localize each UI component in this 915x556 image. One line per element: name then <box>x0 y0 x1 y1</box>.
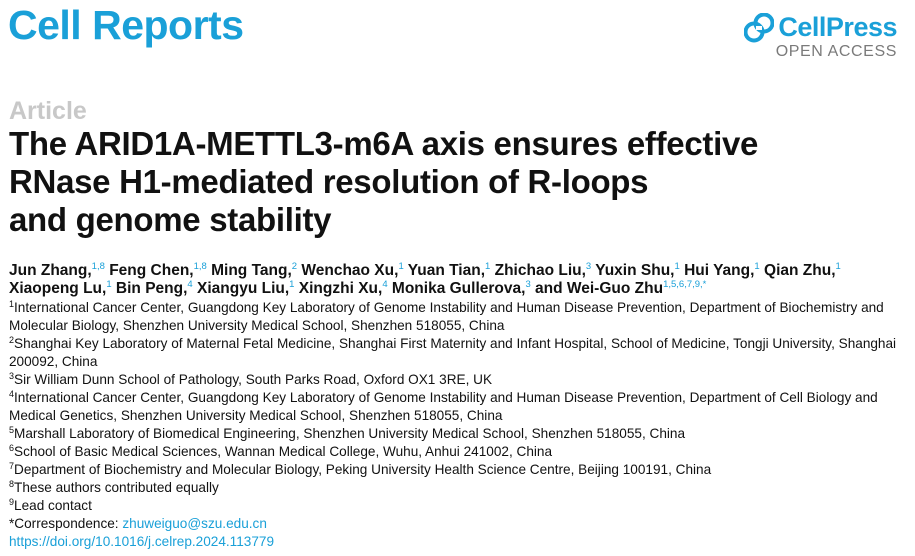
affiliation-text: Sir William Dunn School of Pathology, South Parks Road, Oxford OX1 3RE, UK <box>14 372 493 387</box>
affiliation-text: Lead contact <box>14 498 92 513</box>
affiliation-item <box>9 479 909 497</box>
title-line: The ARID1A-METTL3-m6A axis ensures effective <box>9 125 759 162</box>
author-name[interactable]: Xiaopeng Lu, <box>9 280 107 297</box>
title-line: RNase H1-mediated resolution of R-loops <box>9 163 649 200</box>
author-name[interactable]: Monika Gullerova, <box>391 280 526 297</box>
affiliation-text: School of Basic Medical Sciences, Wannan Medical College, Wuhu, Anhui 241002, China <box>14 444 553 459</box>
author-affil-sup: 3 <box>525 279 531 290</box>
author-name[interactable]: Ming Tang, <box>211 262 292 279</box>
article-title <box>9 125 849 239</box>
author-name[interactable]: Yuxin Shu, <box>595 262 675 279</box>
affiliation-text: Department of Biochemistry and Molecular Biology, Peking University Health Science Centre, Beijing 100191, China <box>14 462 712 477</box>
author-affil-sup: 1,5,6,7,9,* <box>663 279 707 290</box>
author-name[interactable]: Jun Zhang, <box>9 262 92 279</box>
author-affil-sup: 4 <box>187 279 193 290</box>
author-name[interactable]: Xingzhi Xu, <box>298 280 383 297</box>
author-affil-sup: 3 <box>585 261 592 272</box>
author-affil-sup: 1,8 <box>91 261 105 272</box>
author-name[interactable]: Zhichao Liu, <box>494 262 586 279</box>
author-name[interactable]: and Wei-Guo Zhu <box>535 280 664 297</box>
affiliation-item <box>9 461 909 479</box>
cellpress-logo-icon <box>744 13 774 43</box>
affiliation-sup: 2 <box>9 335 15 345</box>
correspondence-label: *Correspondence: <box>9 516 119 531</box>
author-affil-sup: 1,8 <box>193 261 207 272</box>
title-line: and genome stability <box>9 201 332 238</box>
affiliation-item <box>9 425 909 443</box>
affiliation-sup: 1 <box>9 299 15 309</box>
affiliation-sup: 3 <box>9 371 15 381</box>
author-name[interactable]: Qian Zhu, <box>764 262 836 279</box>
author-name[interactable]: Hui Yang, <box>684 262 755 279</box>
correspondence-email-link[interactable]: zhuweiguo@szu.edu.cn <box>122 516 267 531</box>
affiliation-text: Shanghai Key Laboratory of Maternal Fetal Medicine, Shanghai First Maternity and Infant Hospital, School of Medicine, Tongji University, Shanghai 200092, China <box>9 336 897 369</box>
correspondence <box>9 515 909 533</box>
author-name[interactable]: Feng Chen, <box>109 262 194 279</box>
author-name[interactable]: Yuan Tian, <box>407 262 486 279</box>
author-affil-sup: 1 <box>289 279 295 290</box>
affiliation-item <box>9 371 909 389</box>
affiliation-text: International Cancer Center, Guangdong Key Laboratory of Genome Instability and Human Disease Prevention, Department of Biochemistry and Molecular Biology, Shenzhen University Medical School, Shenzhen 518055, China <box>9 300 884 333</box>
journal-name: Cell Reports <box>8 2 244 48</box>
author-affil-sup: 1 <box>106 279 112 290</box>
author-affil-sup: 1 <box>674 261 680 272</box>
doi-link[interactable]: https://doi.org/10.1016/j.celrep.2024.113779 <box>9 534 275 549</box>
affiliation-sup: 4 <box>9 389 15 399</box>
author-name[interactable]: Wenchao Xu, <box>301 262 399 279</box>
affiliation-item <box>9 335 909 371</box>
author-affil-sup: 1 <box>754 261 760 272</box>
affiliation-sup: 9 <box>9 497 15 507</box>
affiliation-item <box>9 299 909 335</box>
author-name[interactable]: Bin Peng, <box>115 280 188 297</box>
author-list <box>9 262 909 298</box>
article-type: Article <box>9 97 87 125</box>
affiliation-sup: 5 <box>9 425 15 435</box>
author-affil-sup: 4 <box>382 279 388 290</box>
affiliations <box>9 299 909 551</box>
author-name[interactable]: Xiangyu Liu, <box>197 280 290 297</box>
affiliation-item <box>9 497 909 515</box>
affiliation-text: Marshall Laboratory of Biomedical Engineering, Shenzhen University Medical School, Shenzhen 518055, China <box>14 426 686 441</box>
affiliation-sup: 8 <box>9 479 15 489</box>
author-affil-sup: 1 <box>835 261 841 272</box>
publisher-name: CellPress <box>778 12 897 42</box>
affiliation-item <box>9 389 909 425</box>
publisher-row <box>744 12 897 43</box>
affiliation-text: International Cancer Center, Guangdong Key Laboratory of Genome Instability and Human Disease Prevention, Department of Cell Biology and Medical Genetics, Shenzhen University Medical School, Shenzhen 518055, China <box>9 390 878 423</box>
affiliation-item <box>9 443 909 461</box>
author-affil-sup: 1 <box>398 261 404 272</box>
open-access-label: OPEN ACCESS <box>775 43 897 60</box>
affiliation-sup: 6 <box>9 443 15 453</box>
affiliation-text: These authors contributed equally <box>14 480 219 495</box>
author-affil-sup: 2 <box>291 261 298 272</box>
publisher-brand <box>744 12 897 61</box>
affiliation-sup: 7 <box>9 461 15 471</box>
author-affil-sup: 1 <box>485 261 491 272</box>
